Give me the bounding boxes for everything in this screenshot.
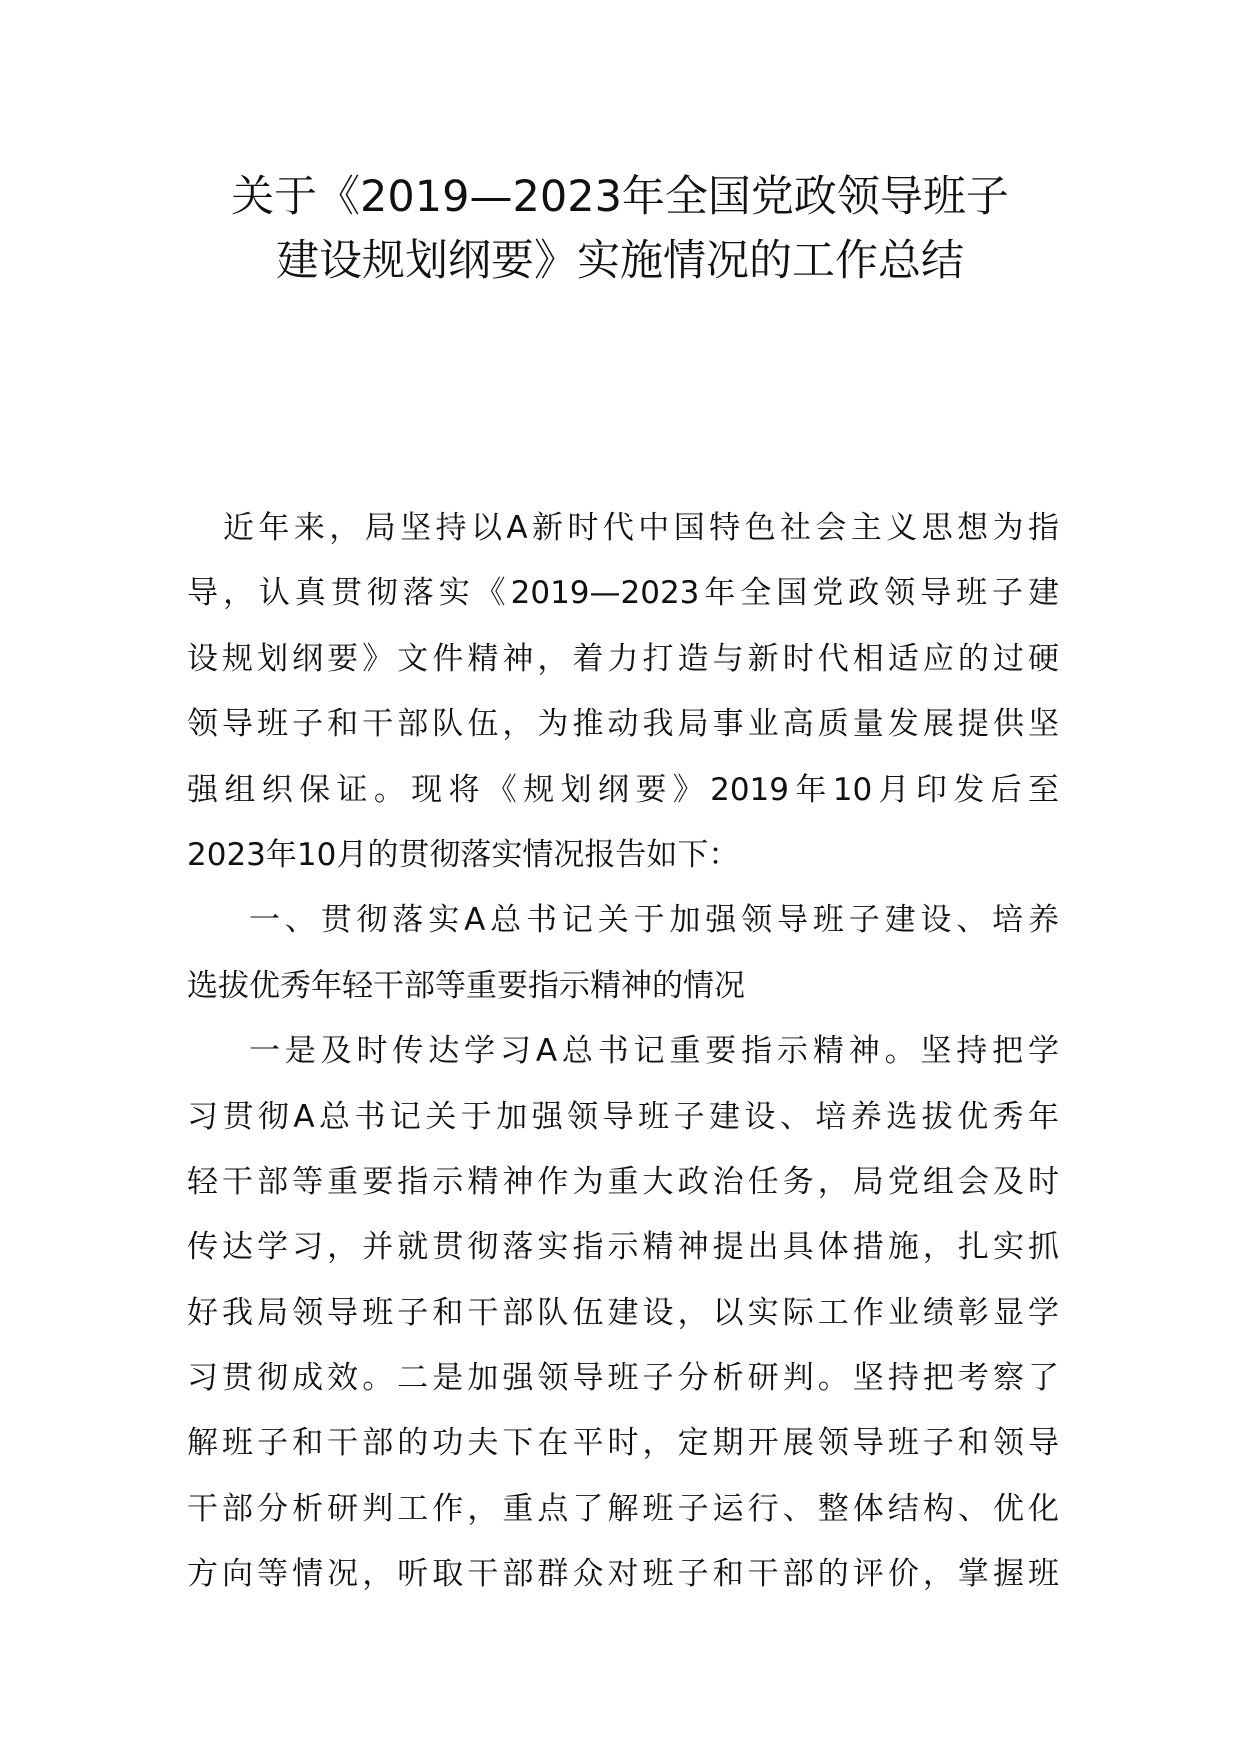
- paragraph-line: 习贯彻A总书记关于加强领导班子建设、培养选拔优秀年: [187, 1098, 1059, 1135]
- paragraph-line: 强组织保证。现将《规划纲要》2019年10月印发后至: [187, 771, 1059, 808]
- section-heading-line: 一、贯彻落实A总书记关于加强领导班子建设、培养: [249, 902, 1059, 939]
- paragraph-line: 方向等情况，听取干部群众对班子和干部的评价，掌握班: [187, 1556, 1059, 1593]
- paragraph-line: 好我局领导班子和干部队伍建设，以实际工作业绩彰显学: [187, 1294, 1059, 1331]
- paragraph-line: 传达学习，并就贯彻落实指示精神提出具体措施，扎实抓: [187, 1229, 1059, 1266]
- paragraph-line: 领导班子和干部队伍，为推动我局事业高质量发展提供坚: [187, 706, 1059, 743]
- title-line: 关于《2019—2023年全国党政领导班子: [231, 172, 1009, 222]
- paragraph-line: 习贯彻成效。二是加强领导班子分析研判。坚持把考察了: [187, 1360, 1059, 1397]
- paragraph-line: 干部分析研判工作，重点了解班子运行、整体结构、优化: [187, 1490, 1059, 1527]
- paragraph-line: 一是及时传达学习A总书记重要指示精神。坚持把学: [249, 1033, 1059, 1070]
- section-heading-line: 选拔优秀年轻干部等重要指示精神的情况: [187, 967, 745, 1004]
- paragraph-line: 解班子和干部的功夫下在平时，定期开展领导班子和领导: [187, 1425, 1059, 1462]
- document-title: [150, 165, 1090, 293]
- document-body: [187, 496, 1059, 1608]
- paragraph-line: 设规划纲要》文件精神，着力打造与新时代相适应的过硬: [187, 640, 1059, 677]
- paragraph-line: 2023年10月的贯彻落实情况报告如下：: [187, 836, 740, 873]
- title-line: 建设规划纲要》实施情况的工作总结: [276, 236, 964, 286]
- paragraph-line: 导，认真贯彻落实《2019—2023年全国党政领导班子建: [187, 575, 1059, 612]
- paragraph-line: 近年来，局坚持以A新时代中国特色社会主义思想为指: [223, 510, 1059, 546]
- paragraph-line: 轻干部等重要指示精神作为重大政治任务，局党组会及时: [187, 1163, 1059, 1200]
